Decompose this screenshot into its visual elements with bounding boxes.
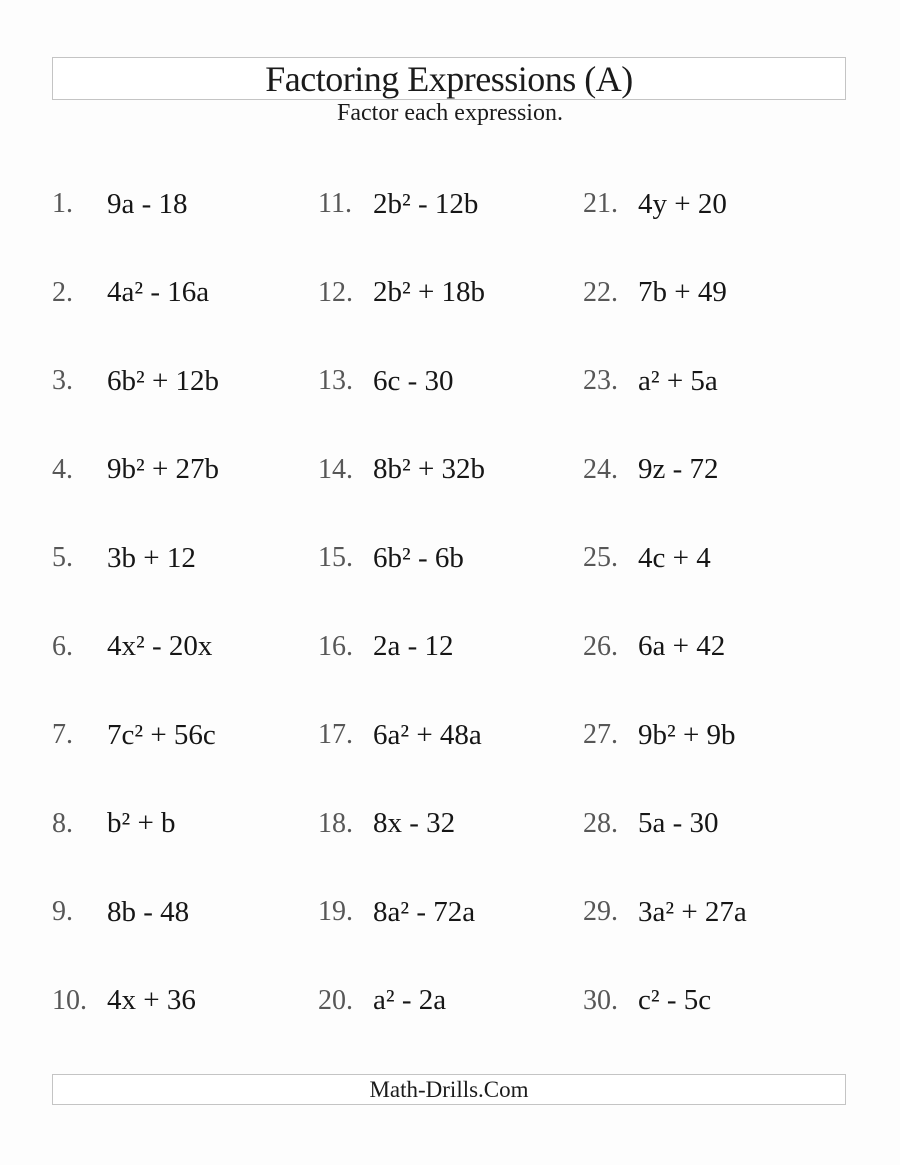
problem-expression: 4y + 20 (638, 187, 727, 220)
problem-item (318, 249, 583, 338)
problem-number: 29. (583, 896, 618, 928)
problem-item (318, 337, 583, 426)
problem-item (583, 780, 852, 869)
problem-number: 25. (583, 542, 618, 574)
problem-number: 16. (318, 630, 353, 662)
problem-expression: 8x - 32 (373, 807, 456, 840)
problem-item (583, 249, 852, 338)
worksheet-title-box (52, 57, 846, 100)
problem-expression: 2b² - 12b (373, 187, 479, 220)
problem-expression: 2b² + 18b (373, 276, 486, 309)
problem-item (318, 426, 583, 515)
problem-number: 18. (318, 807, 353, 839)
problem-expression: 6b² + 12b (107, 364, 220, 397)
problem-item (52, 780, 318, 869)
problem-expression: b² + b (107, 807, 176, 840)
problem-number: 1. (52, 188, 73, 220)
problem-expression: 4c + 4 (638, 541, 711, 574)
problem-number: 30. (583, 984, 618, 1016)
problem-expression: 6b² - 6b (373, 541, 464, 574)
problem-number: 4. (52, 453, 73, 485)
problem-number: 10. (52, 984, 87, 1016)
problem-expression: 9z - 72 (638, 453, 719, 486)
problem-item (583, 160, 852, 249)
problem-expression: 4x² - 20x (107, 630, 213, 663)
problem-number: 3. (52, 365, 73, 397)
problem-expression: 7b + 49 (638, 276, 727, 309)
footer-box (52, 1074, 846, 1105)
problem-item (583, 603, 852, 692)
problem-expression: 6a + 42 (638, 630, 726, 663)
problem-item (318, 691, 583, 780)
problem-item (52, 868, 318, 957)
problem-expression: c² - 5c (638, 984, 712, 1017)
problem-item (583, 957, 852, 1046)
problem-number: 12. (318, 276, 353, 308)
problem-item (318, 603, 583, 692)
problem-number: 20. (318, 984, 353, 1016)
problem-expression: 2a - 12 (373, 630, 454, 663)
worksheet-instructions: Factor each expression. (337, 100, 563, 126)
problem-number: 7. (52, 719, 73, 751)
problem-expression: 3a² + 27a (638, 895, 747, 928)
problem-item (52, 249, 318, 338)
problem-item (52, 426, 318, 515)
problem-number: 24. (583, 453, 618, 485)
problem-number: 19. (318, 896, 353, 928)
problem-item (583, 691, 852, 780)
problem-expression: 9b² + 9b (638, 718, 736, 751)
problem-number: 8. (52, 807, 73, 839)
problem-number: 6. (52, 630, 73, 662)
problem-item (583, 868, 852, 957)
problem-number: 13. (318, 365, 353, 397)
problem-number: 5. (52, 542, 73, 574)
problem-expression: 5a - 30 (638, 807, 719, 840)
problem-item (52, 691, 318, 780)
problem-item (318, 868, 583, 957)
problem-number: 15. (318, 542, 353, 574)
problem-item (318, 957, 583, 1046)
footer-brand: Math-Drills.Com (369, 1076, 529, 1102)
problem-expression: 9b² + 27b (107, 453, 220, 486)
problem-item (52, 160, 318, 249)
problem-number: 14. (318, 453, 353, 485)
problem-number: 17. (318, 719, 353, 751)
problem-item (52, 957, 318, 1046)
problem-expression: a² + 5a (638, 364, 718, 397)
problem-item (52, 337, 318, 426)
problem-expression: 8b - 48 (107, 895, 190, 928)
problem-number: 11. (318, 188, 352, 220)
problem-number: 21. (583, 188, 618, 220)
problem-expression: 7c² + 56c (107, 718, 216, 751)
problem-expression: 4x + 36 (107, 984, 196, 1017)
page-title: Factoring Expressions (A) (265, 58, 633, 99)
problem-expression: 9a - 18 (107, 187, 188, 220)
problem-number: 22. (583, 276, 618, 308)
problem-number: 23. (583, 365, 618, 397)
problems-grid (52, 160, 852, 1045)
problem-expression: 6c - 30 (373, 364, 454, 397)
problem-number: 28. (583, 807, 618, 839)
problem-expression: 8a² - 72a (373, 895, 476, 928)
problem-number: 9. (52, 896, 73, 928)
problem-number: 26. (583, 630, 618, 662)
problem-expression: a² - 2a (373, 984, 447, 1017)
problem-item (583, 426, 852, 515)
problem-expression: 4a² - 16a (107, 276, 210, 309)
problem-item (583, 514, 852, 603)
problem-number: 27. (583, 719, 618, 751)
problem-number: 2. (52, 276, 73, 308)
problem-item (52, 514, 318, 603)
problem-item (318, 780, 583, 869)
problem-item (583, 337, 852, 426)
problem-expression: 8b² + 32b (373, 453, 486, 486)
problem-expression: 3b + 12 (107, 541, 196, 574)
problem-item (318, 514, 583, 603)
problem-expression: 6a² + 48a (373, 718, 482, 751)
problem-item (318, 160, 583, 249)
problem-item (52, 603, 318, 692)
